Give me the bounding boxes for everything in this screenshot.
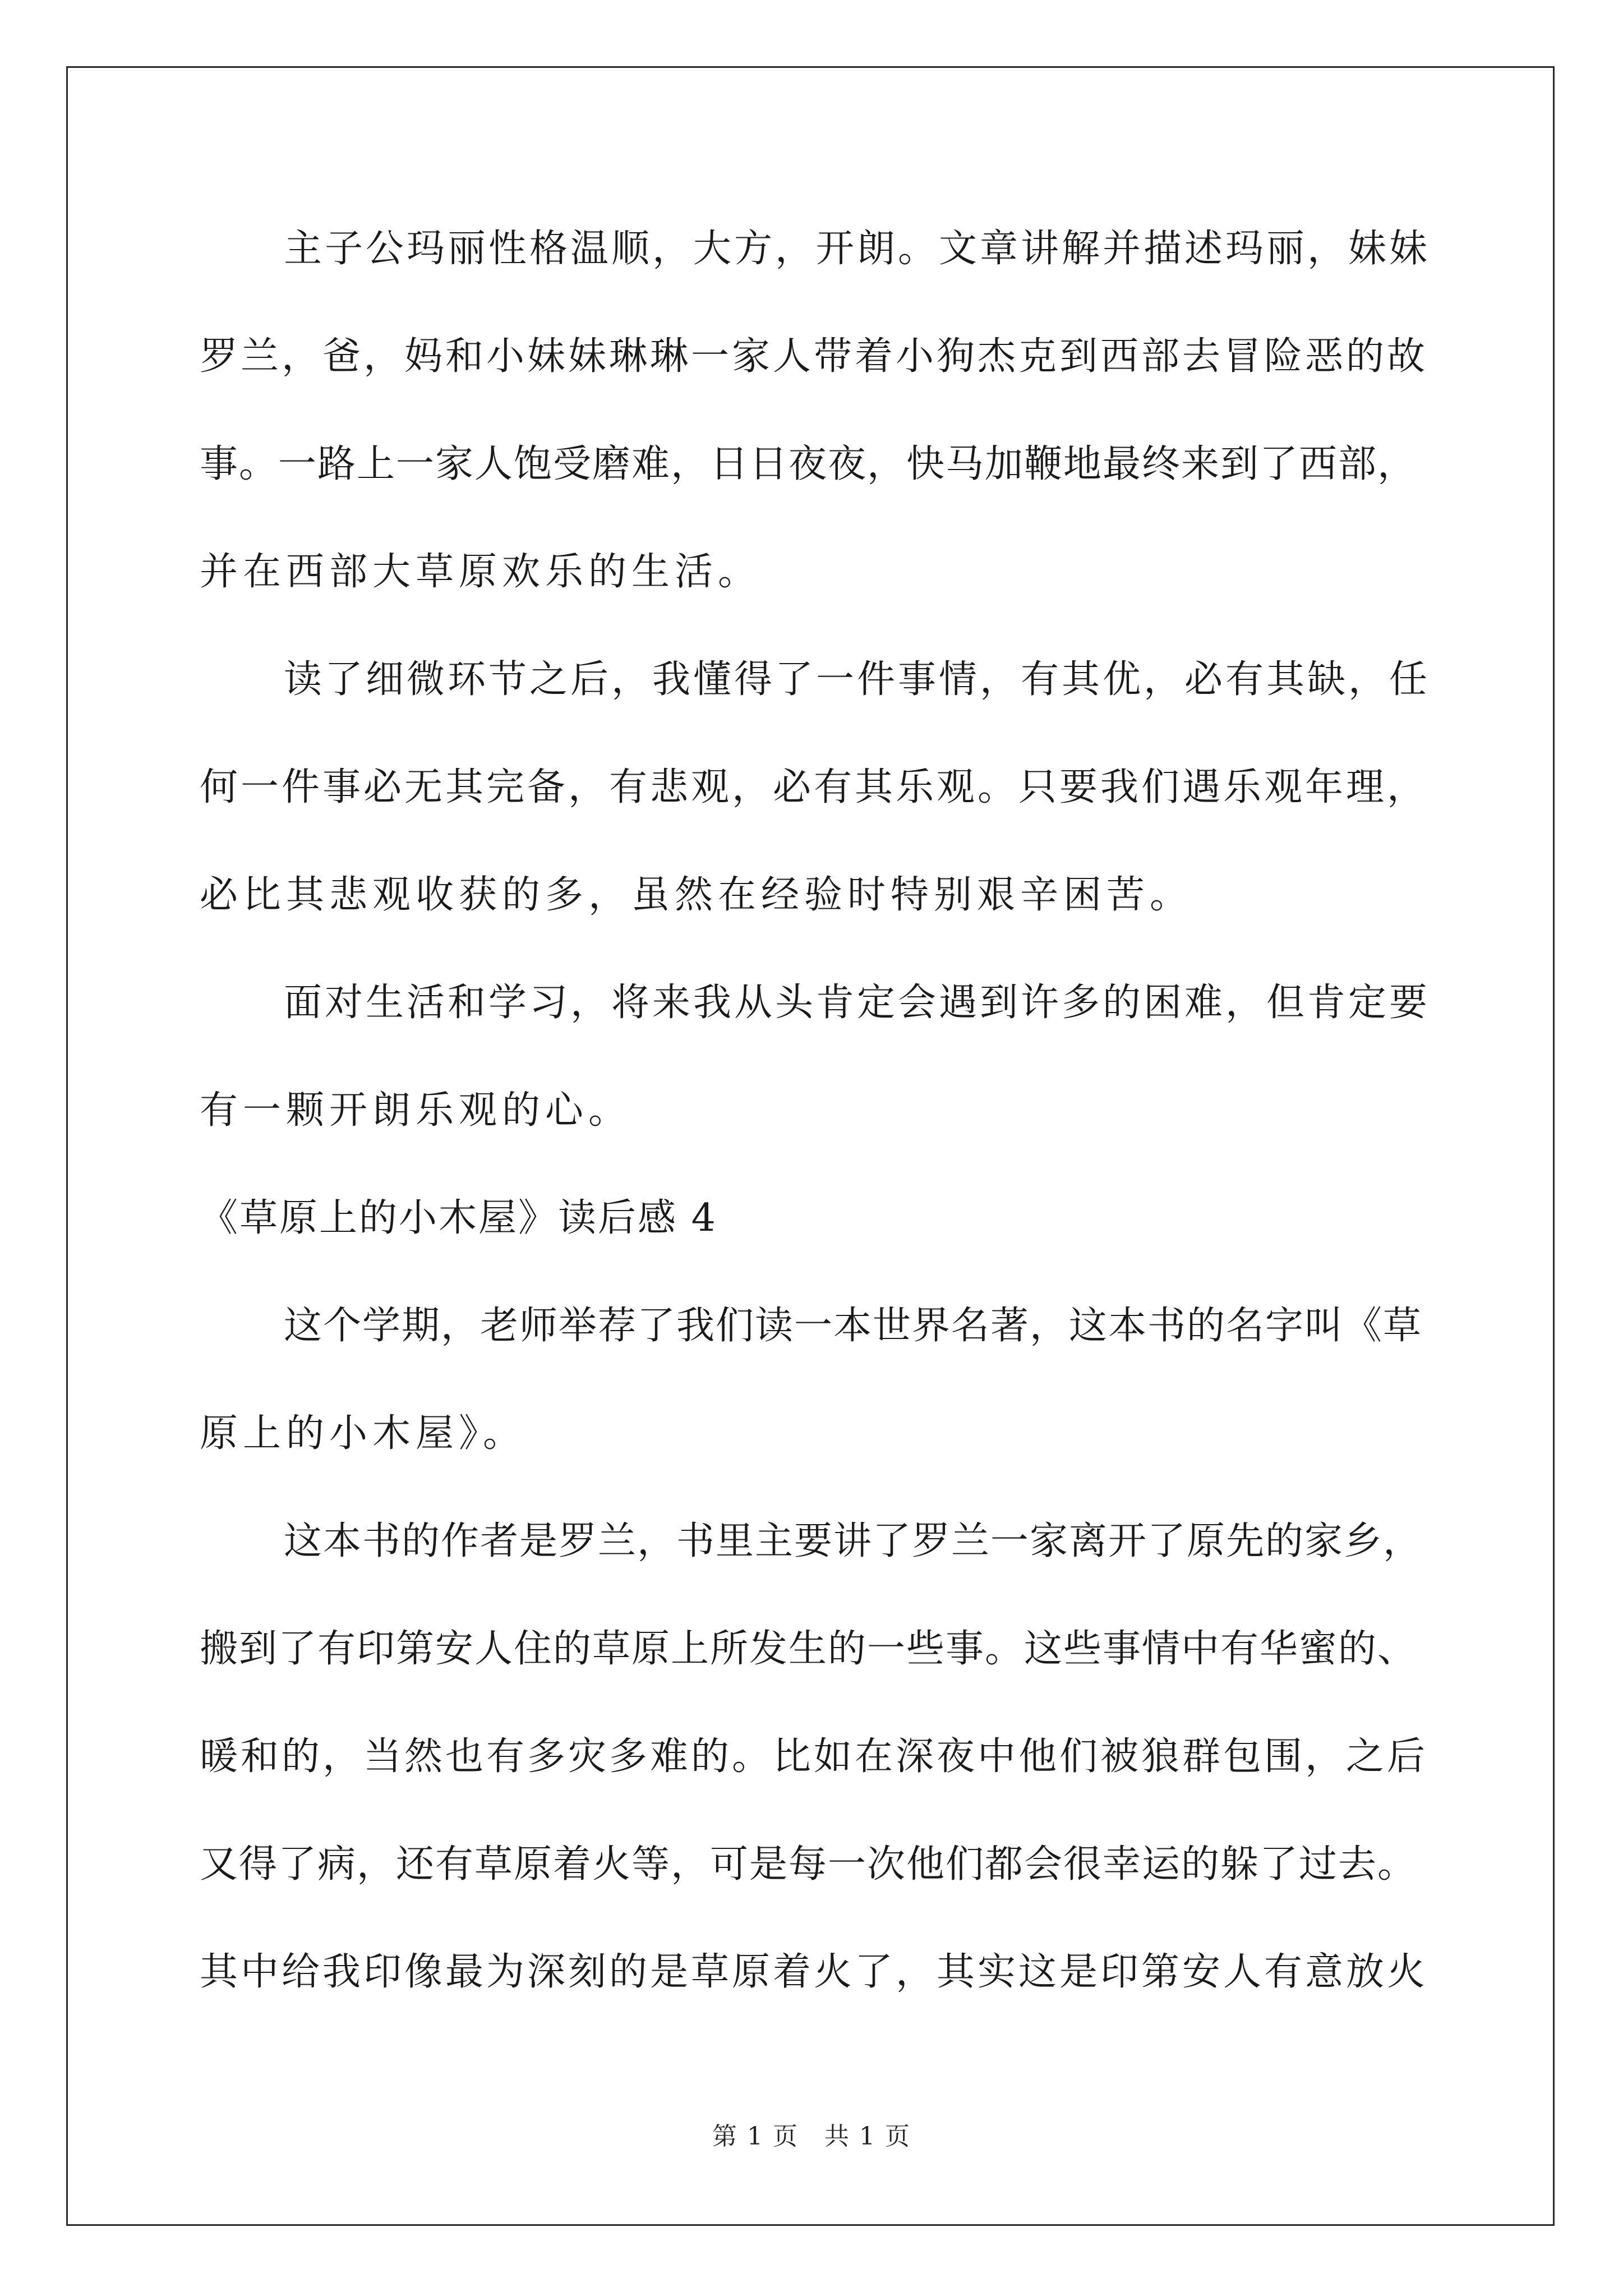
- text-line: 罗兰，爸，妈和小妹妹琳琳一家人带着小狗杰克到西部去冒险恶的故: [200, 334, 1428, 379]
- page-footer: [0, 2116, 1623, 2152]
- text-line: 读了细微环节之后，我懂得了一件事情，有其优，必有其缺，任: [284, 657, 1431, 702]
- text-line: 其中给我印像最为深刻的是草原着火了，其实这是印第安人有意放火: [200, 1950, 1428, 1994]
- text-line: 面对生活和学习，将来我从头肯定会遇到许多的困难，但肯定要: [284, 981, 1431, 1025]
- document-body: [200, 215, 1433, 2046]
- text-line: 事。一路上一家人饱受磨难，日日夜夜，快马加鞭地最终来到了西部，: [200, 442, 1417, 486]
- text-line: 搬到了有印第安人住的草原上所发生的一些事。这些事情中有华蜜的、: [200, 1627, 1417, 1671]
- text-line: 并在西部大草原欢乐的生活。: [200, 550, 762, 594]
- text-line: 原上的小木屋》。: [200, 1411, 527, 1456]
- text-line: 这个学期，老师举荐了我们读一本世界名著，这本书的名字叫《草: [284, 1304, 1423, 1348]
- text-line: 必比其悲观收获的多，虽然在经验时特别艰辛困苦。: [200, 873, 1193, 917]
- page-total: 共 1 页: [824, 2122, 911, 2151]
- text-line: 又得了病，还有草原着火等，可是每一次他们都会很幸运的躲了过去。: [200, 1842, 1417, 1887]
- section-title: 《草原上的小木屋》读后感 4: [200, 1196, 717, 1240]
- text-line: 主子公玛丽性格温顺，大方，开朗。文章讲解并描述玛丽，妹妹: [284, 227, 1431, 271]
- text-line: 何一件事必无其完备，有悲观，必有其乐观。只要我们遇乐观年理，: [200, 765, 1428, 809]
- text-line: 有一颗开朗乐观的心。: [200, 1088, 632, 1133]
- page-number: 第 1 页: [712, 2122, 799, 2151]
- text-line: 暖和的，当然也有多灾多难的。比如在深夜中他们被狼群包围，之后: [200, 1734, 1428, 1779]
- text-line: 这本书的作者是罗兰，书里主要讲了罗兰一家离开了原先的家乡，: [284, 1519, 1423, 1563]
